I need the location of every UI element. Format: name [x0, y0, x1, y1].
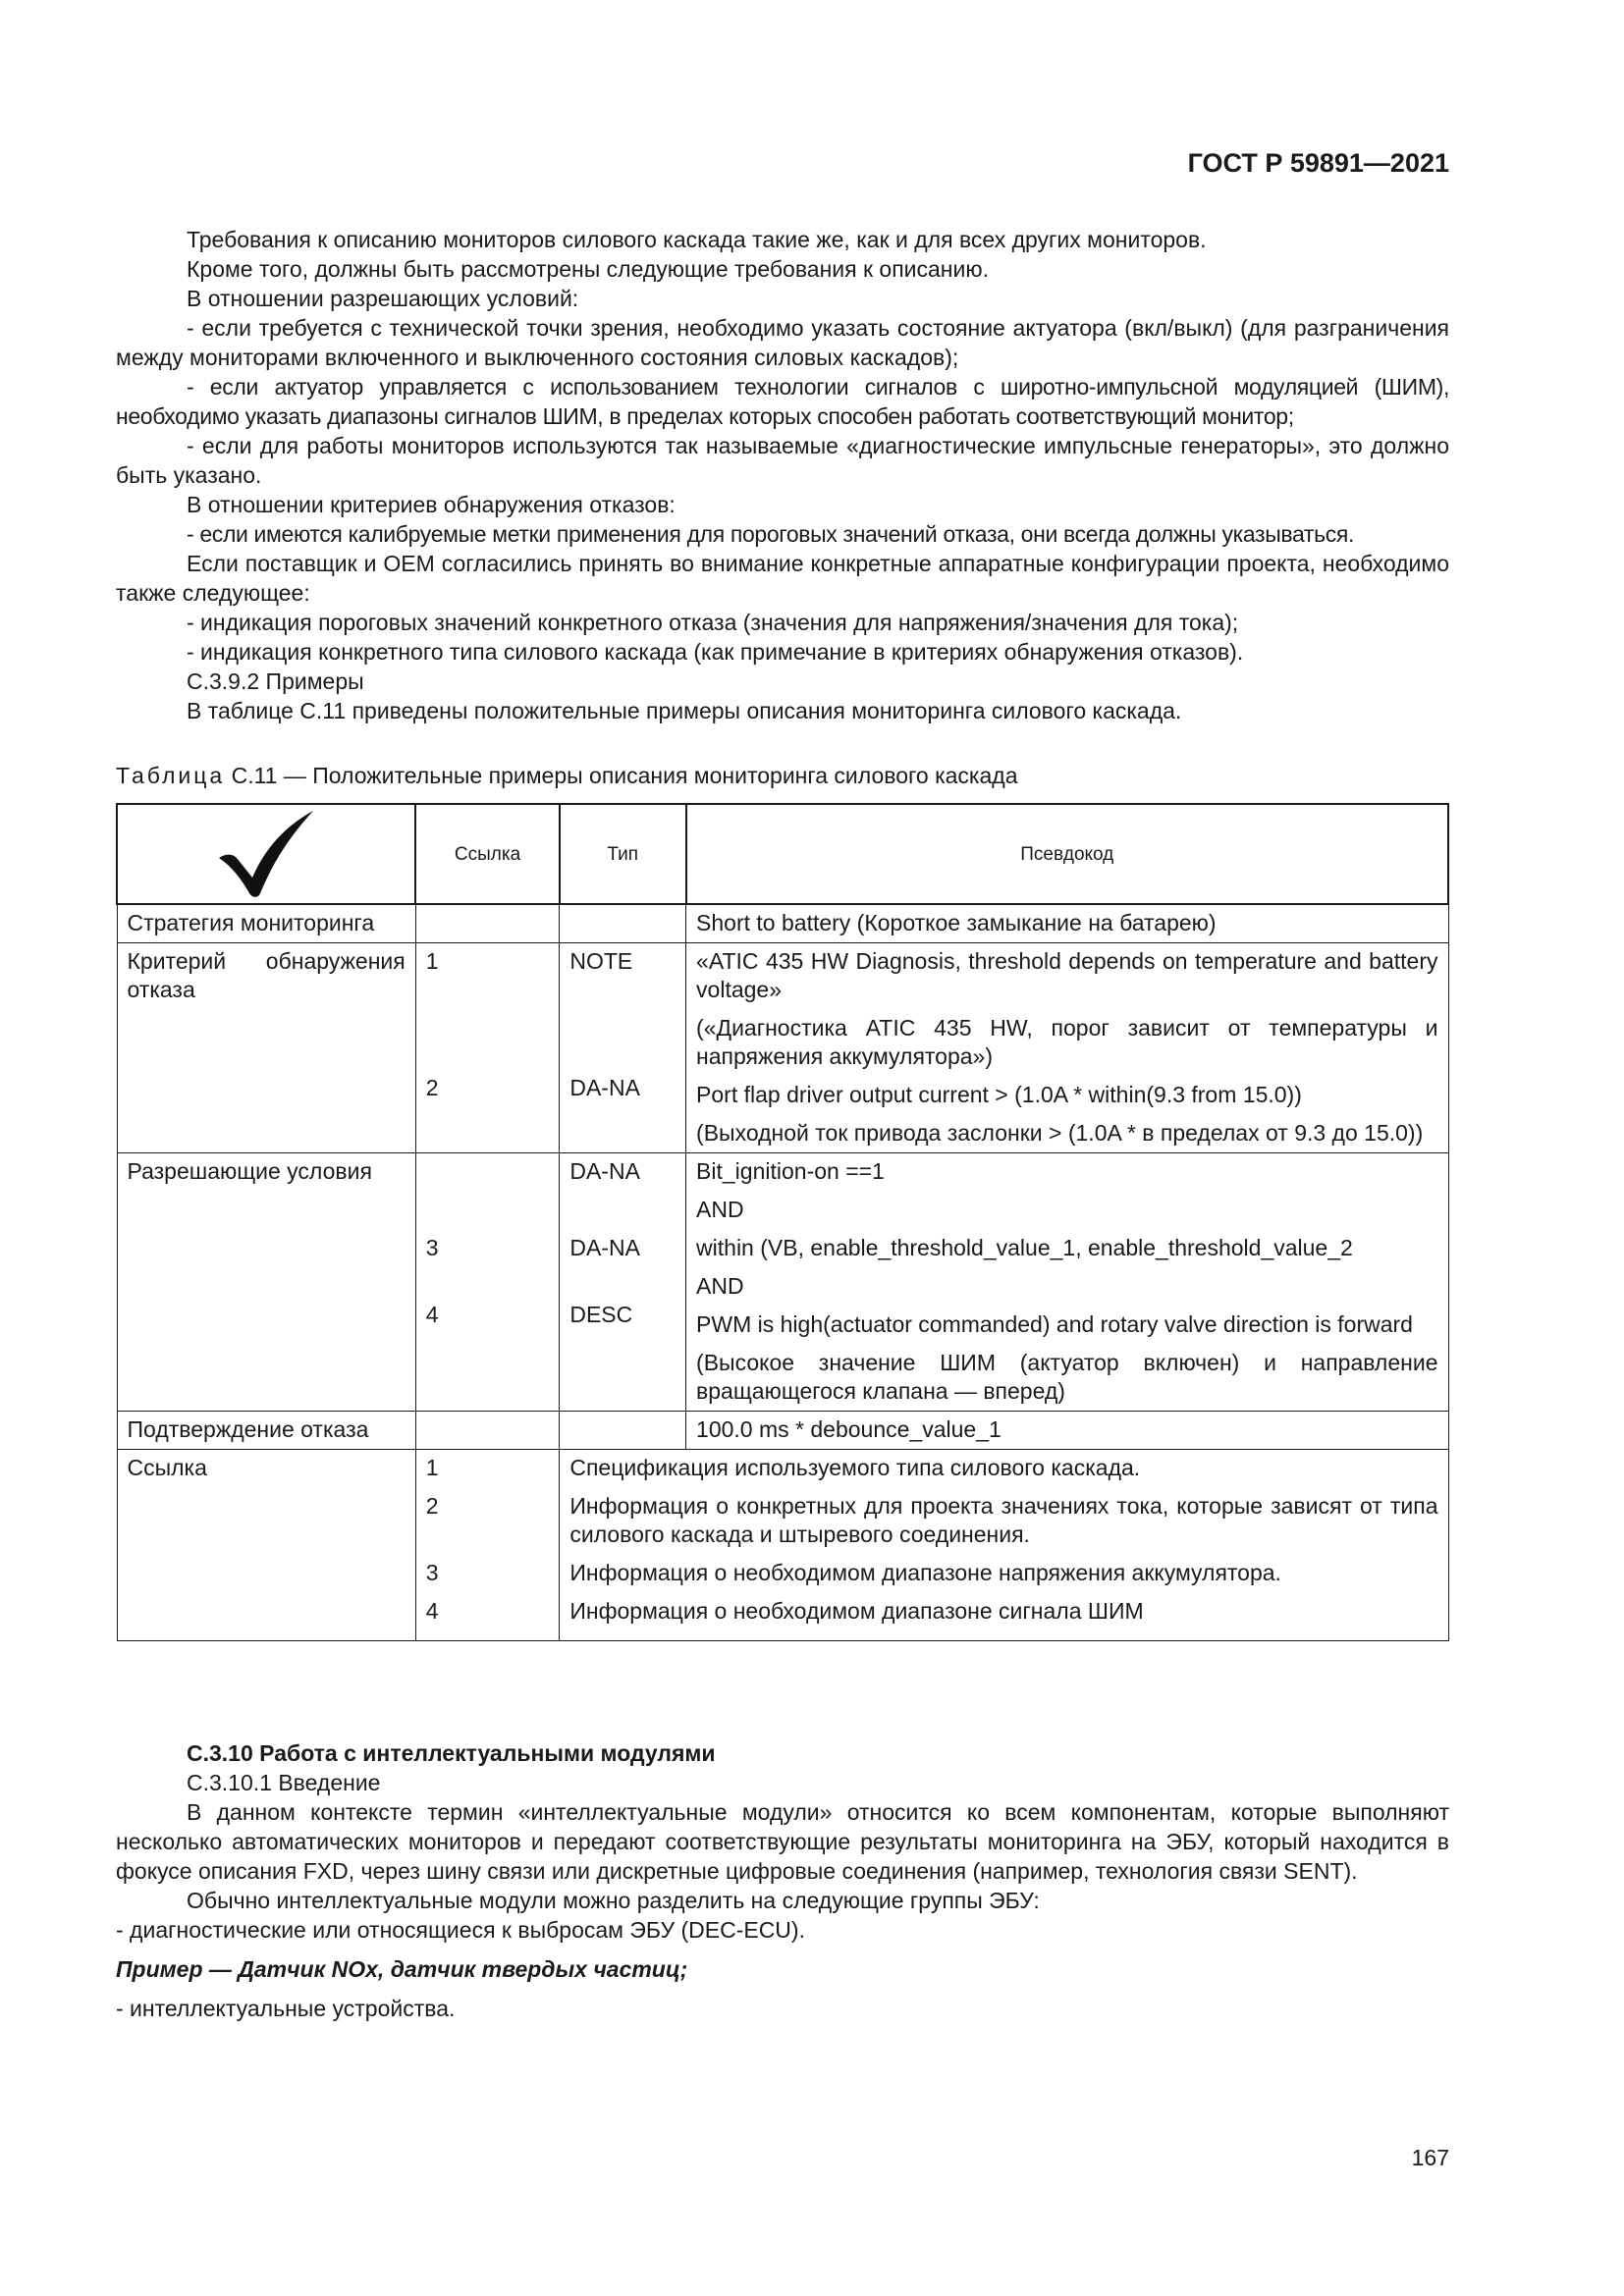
reference-line: Спецификация используемого типа силового каскада. [569, 1455, 1141, 1480]
ref-number: 4 [425, 1302, 439, 1327]
type-cell [560, 943, 686, 1153]
paragraph: Кроме того, должны быть рассмотрены следующие требования к описанию. [187, 256, 989, 282]
pseudocode-line: AND [696, 1197, 744, 1222]
type-cell [560, 1153, 686, 1412]
table-caption-label: Таблица [116, 763, 226, 788]
section-text [116, 1738, 1449, 2023]
ref-number: 1 [425, 1455, 439, 1480]
page-number: 167 [1411, 2145, 1449, 2170]
row-label: Подтверждение отказа [117, 1412, 415, 1450]
header-pseudocode: Псевдокод [686, 804, 1448, 904]
pseudocode-cell [686, 943, 1448, 1153]
type-code: DA-NA [569, 1158, 640, 1184]
paragraph: - диагностические или относящиеся к выбросам ЭБУ (DEC-ECU). [116, 1917, 805, 1943]
type-code: DA-NA [569, 1235, 640, 1260]
pseudocode-cell [686, 904, 1448, 943]
ref-number: 1 [425, 948, 439, 974]
row-label: Ссылка [117, 1450, 415, 1641]
table-caption-text: С.11 — Положительные примеры описания мониторинга силового каскада [225, 763, 1018, 788]
pseudocode-line: «ATIC 435 HW Diagnosis, threshold depends on temperature and battery voltage» [696, 948, 1438, 1002]
paragraph: Обычно интеллектуальные модули можно разделить на следующие группы ЭБУ: [187, 1888, 1040, 1913]
table-row-enable-conditions [117, 1153, 1448, 1412]
checkmark-icon [215, 809, 317, 899]
intro-text [116, 225, 1449, 725]
ref-number: 4 [425, 1598, 439, 1624]
pseudocode-cell [686, 1412, 1448, 1450]
paragraph: - если для работы мониторов используются так называемые «диагностические импульсные генераторы», это должно быть указано. [116, 433, 1449, 488]
table-header-row [117, 804, 1448, 904]
pseudocode-line: PWM is high(actuator commanded) and rotary valve direction is forward [696, 1311, 1413, 1337]
table-caption [116, 761, 1449, 790]
pseudocode-line: («Диагностика ATIC 435 HW, порог зависит от температуры и напряжения аккумулятора») [696, 1015, 1438, 1069]
ref-number: 2 [425, 1075, 439, 1100]
reference-line: Информация о необходимом диапазоне напряжения аккумулятора. [569, 1560, 1281, 1585]
pseudocode-line: Bit_ignition-on ==1 [696, 1158, 885, 1184]
pseudocode-line: AND [696, 1273, 744, 1299]
type-code: DA-NA [569, 1075, 640, 1100]
pseudocode-line: (Высокое значение ШИМ (актуатор включен) и направление вращающегося клапана — вперед) [696, 1350, 1438, 1404]
checkmark-header-cell [117, 804, 415, 904]
pseudocode-line: Port flap driver output current > (1.0A * within(9.3 from 15.0)) [696, 1082, 1302, 1107]
paragraph: В таблице С.11 приведены положительные примеры описания мониторинга силового каскада. [187, 698, 1182, 723]
pseudocode-line: (Выходной ток привода заслонки > (1.0A * в пределах от 9.3 до 15.0)) [696, 1120, 1424, 1146]
table-row-criterion [117, 943, 1448, 1153]
type-code: NOTE [569, 948, 633, 974]
table-row-fault-confirmation [117, 1412, 1448, 1450]
row-label: Стратегия мониторинга [117, 904, 415, 943]
paragraph: В данном контексте термин «интеллектуальные модули» относится ко всем компонентам, которые выполняют несколько автоматических мониторов и передают соответствующие результаты мониторинга на ЭБУ, который находится в фокусе описания FXD, через шину связи или дискретные цифровые соединения (например, технология связи SENT). [116, 1799, 1449, 1884]
header-ref: Ссылка [415, 804, 560, 904]
paragraph: Требования к описанию мониторов силового каскада такие же, как и для всех других мониторов. [187, 227, 1207, 252]
ref-cell [415, 943, 560, 1153]
row-label: Разрешающие условия [117, 1153, 415, 1412]
reference-line: Информация о необходимом диапазоне сигнала ШИМ [569, 1598, 1144, 1624]
section-heading: С.3.10 Работа с интеллектуальными модулями [187, 1740, 716, 1766]
type-code: DESC [569, 1302, 633, 1327]
header-type: Тип [560, 804, 686, 904]
monitoring-table [116, 803, 1449, 1641]
row-label: Критерий обнаружения отказа [117, 943, 415, 1153]
pseudocode-cell [686, 1153, 1448, 1412]
table-row-reference [117, 1450, 1448, 1641]
reference-line: Информация о конкретных для проекта значениях тока, которые зависят от типа силового каскада и штыревого соединения. [569, 1493, 1438, 1547]
paragraph: В отношении критериев обнаружения отказов: [187, 492, 676, 517]
table-row-strategy [117, 904, 1448, 943]
pseudocode-line: within (VB, enable_threshold_value_1, enable_threshold_value_2 [696, 1235, 1353, 1260]
pseudocode-line: 100.0 ms * debounce_value_1 [696, 1416, 1001, 1442]
paragraph: - если актуатор управляется с использованием технологии сигналов с широтно-импульсной модуляцией (ШИМ), необходимо указать диапазоны сигналов ШИМ, в пределах которых способен работать соответствующий монитор; [116, 374, 1449, 429]
subsection-number: С.3.9.2 Примеры [187, 668, 364, 694]
paragraph: - если требуется с технической точки зрения, необходимо указать состояние актуатора (вкл/выкл) (для разграничения между мониторами включенного и выключенного состояния силовых каскадов); [116, 315, 1449, 370]
subsection-heading: С.3.10.1 Введение [187, 1770, 381, 1795]
ref-cell [415, 1153, 560, 1412]
ref-cell [415, 1450, 560, 1641]
pseudocode-line: Short to battery (Короткое замыкание на батарею) [696, 910, 1217, 935]
paragraph: Если поставщик и OEM согласились принять во внимание конкретные аппаратные конфигурации проекта, необходимо также следующее: [116, 551, 1449, 606]
paragraph: В отношении разрешающих условий: [187, 286, 579, 311]
ref-number: 2 [425, 1493, 439, 1519]
ref-number: 3 [425, 1560, 439, 1585]
example-note: Пример — Датчик NOx, датчик твердых частиц; [116, 1956, 688, 1982]
document-code: ГОСТ Р 59891—2021 [1187, 148, 1449, 178]
paragraph: - интеллектуальные устройства. [116, 1996, 456, 2021]
paragraph: - индикация пороговых значений конкретного отказа (значения для напряжения/значения для тока); [187, 610, 1239, 635]
ref-number: 3 [425, 1235, 439, 1260]
paragraph: - если имеются калибруемые метки применения для пороговых значений отказа, они всегда должны указываться. [187, 521, 1355, 547]
reference-text-cell [560, 1450, 1448, 1641]
paragraph: - индикация конкретного типа силового каскада (как примечание в критериях обнаружения отказов). [187, 639, 1244, 665]
